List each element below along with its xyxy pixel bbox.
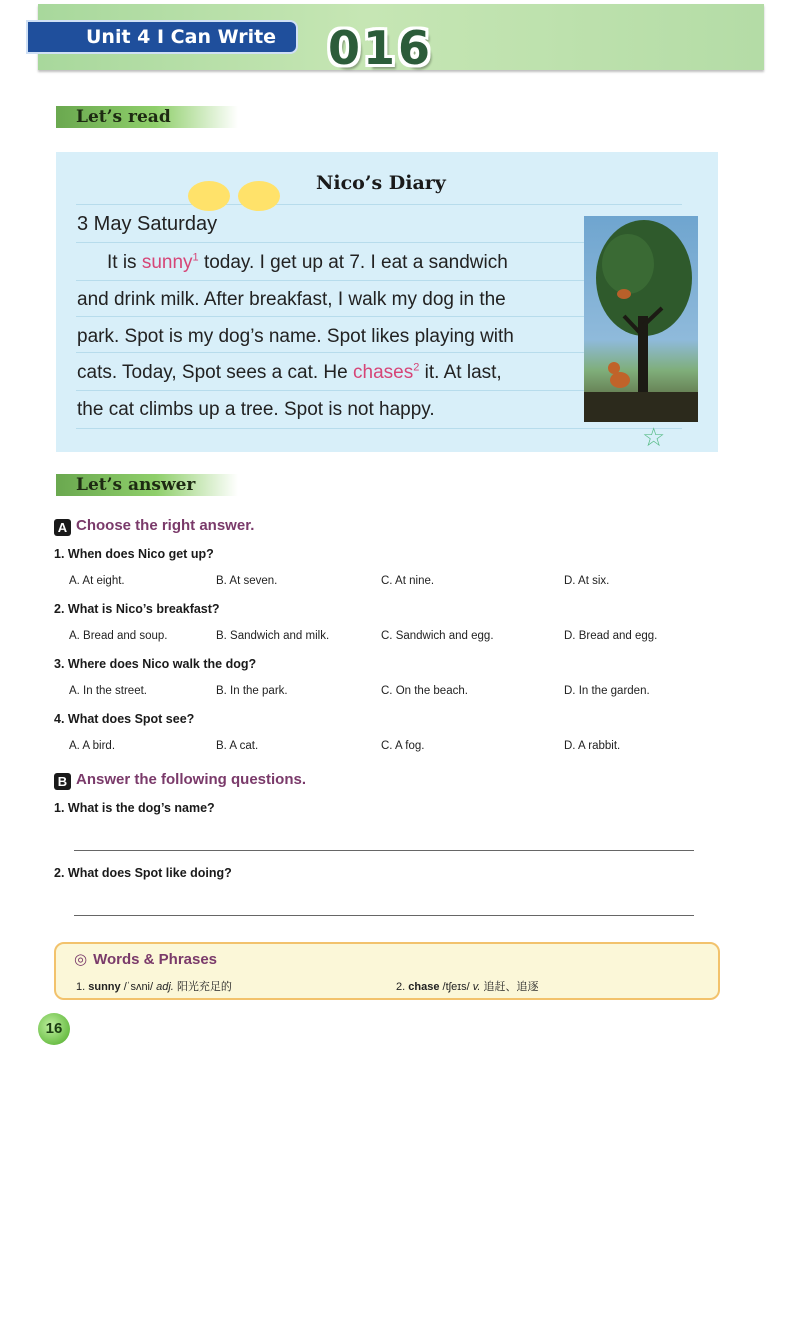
- question: 1. When does Nico get up?: [54, 547, 214, 561]
- answer-option[interactable]: B. Sandwich and milk.: [216, 630, 330, 642]
- part-a-badge: A: [54, 519, 71, 536]
- vocab-item: 2. chase /tʃeɪs/ v. 追赶、追逐: [396, 981, 539, 993]
- question: 2. What is Nico’s breakfast?: [54, 602, 220, 616]
- page-code: 016: [328, 21, 434, 75]
- section-label-answer: Let’s answer: [56, 474, 238, 496]
- target-icon: ◎: [74, 951, 88, 968]
- vocab-item: 1. sunny /ˈsʌni/ adj. 阳光充足的: [76, 981, 232, 993]
- yellow-decoration: [188, 181, 230, 211]
- answer-option[interactable]: A. In the street.: [69, 685, 147, 697]
- words-phrases-title: ◎ Words & Phrases: [74, 951, 218, 968]
- glossed-word-chases: chases: [353, 362, 414, 383]
- diary-line-4: cats. Today, Spot sees a cat. He chases$^2$ it. At last,: [77, 361, 502, 383]
- question: 3. Where does Nico walk the dog?: [54, 657, 257, 671]
- answer-option[interactable]: C. A fog.: [381, 740, 425, 752]
- answer-option[interactable]: A. At eight.: [69, 575, 125, 587]
- part-b-heading: B Answer the following questions.: [54, 771, 306, 790]
- question: 2. What does Spot like doing?: [54, 866, 232, 880]
- part-a-heading: A Choose the right answer.: [54, 517, 254, 536]
- part-b-badge: B: [54, 773, 71, 790]
- answer-line[interactable]: [74, 915, 694, 916]
- tree-illustration: [584, 216, 698, 422]
- question: 1. What is the dog’s name?: [54, 801, 215, 815]
- answer-option[interactable]: C. Sandwich and egg.: [381, 630, 494, 642]
- diary-line-5: the cat climbs up a tree. Spot is not happy.: [77, 399, 435, 420]
- unit-title: Unit 4 I Can Write: [26, 20, 298, 54]
- diary-line-3: park. Spot is my dog’s name. Spot likes playing with: [77, 326, 514, 347]
- answer-option[interactable]: B. At seven.: [216, 575, 278, 587]
- diary-line-1: It is sunny$^1$ today. I get up at 7. I eat a sandwich: [107, 251, 508, 273]
- section-label-read: Let’s read: [56, 106, 238, 128]
- answer-option[interactable]: C. At nine.: [381, 575, 435, 587]
- star-icon: ☆: [642, 422, 666, 452]
- answer-option[interactable]: B. A cat.: [216, 740, 259, 752]
- answer-option[interactable]: D. At six.: [564, 575, 610, 587]
- answer-option[interactable]: D. Bread and egg.: [564, 630, 658, 642]
- question: 4. What does Spot see?: [54, 712, 195, 726]
- answer-option[interactable]: A. Bread and soup.: [69, 630, 168, 642]
- answer-option[interactable]: B. In the park.: [216, 685, 288, 697]
- answer-option[interactable]: D. A rabbit.: [564, 740, 621, 752]
- diary-line-2: and drink milk. After breakfast, I walk my dog in the: [77, 289, 506, 310]
- diary-title: Nico’s Diary: [316, 172, 446, 194]
- answer-option[interactable]: A. A bird.: [69, 740, 116, 752]
- answer-line[interactable]: [74, 850, 694, 851]
- yellow-decoration: [238, 181, 280, 211]
- glossed-word-sunny: sunny: [141, 252, 193, 273]
- answer-option[interactable]: D. In the garden.: [564, 685, 650, 697]
- diary-date: 3 May Saturday: [77, 213, 218, 235]
- answer-option[interactable]: C. On the beach.: [381, 685, 468, 697]
- page-number: 16: [38, 1013, 70, 1045]
